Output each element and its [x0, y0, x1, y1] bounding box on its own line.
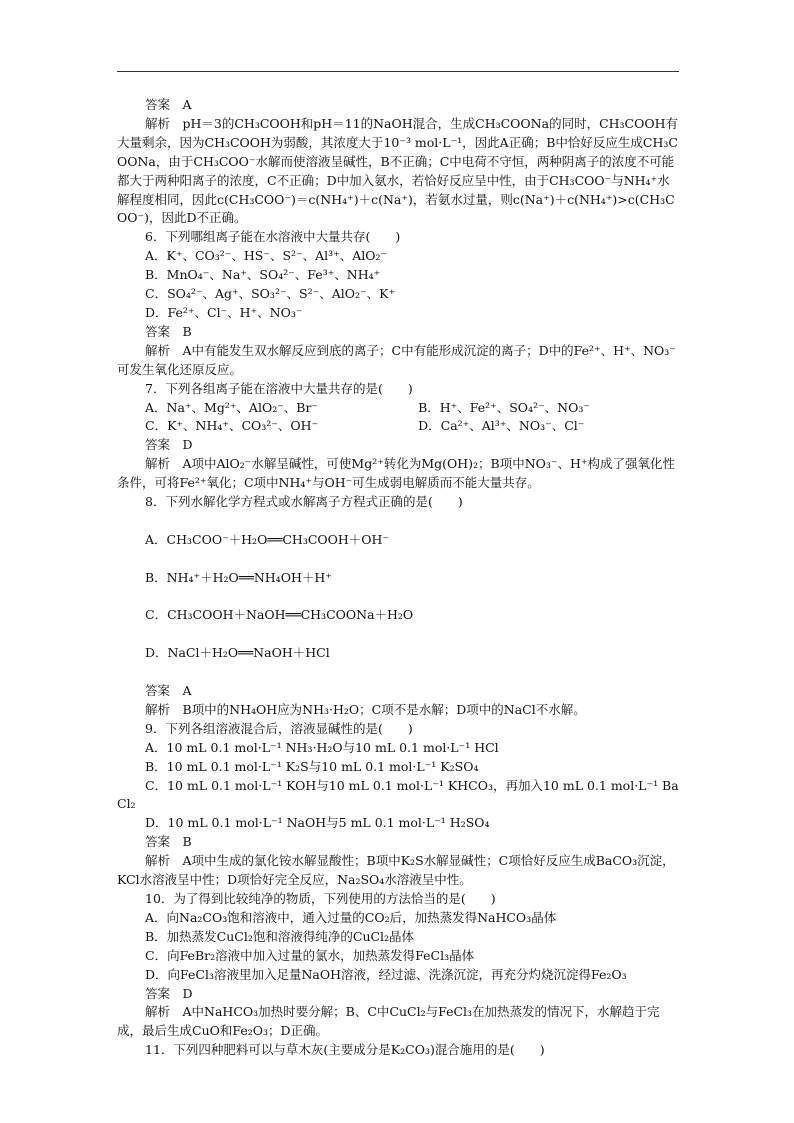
blank-line [117, 550, 679, 569]
text-line: 解析 A中有能发生双水解反应到底的离子；C中有能形成沉淀的离子；D中的Fe²⁺、H⁺、NO₃⁻可发生氧化还原反应。 [117, 342, 676, 377]
text-line: 答案 A [145, 97, 192, 112]
text-line: 解析 pH＝3的CH₃COOH和pH＝11的NaOH混合，生成CH₃COONa的同时，CH₃COOH有大量剩余，因为CH₃COOH为弱酸，其浓度大于10⁻³ mol·L⁻¹，因此A正确；B中恰好反应生成CH₃COONa，由于CH₃COO⁻水解而使溶液呈碱性，B不正确；C中电荷不守恒，两种阴离子的浓度不可能都大于两种阳离子的浓度，C不正确；D中加入氨水，若恰好反应呈中性，由于CH₃COO⁻与NH₄⁺水解程度相同，因此c(CH₃COO⁻)＝c(NH₄⁺)＋c(Na⁺)，若氨水过量，则c(Na⁺)＋c(NH₄⁺)>c(CH₃COO⁻)，因此D不正确。 [117, 115, 679, 226]
text-line: B．加热蒸发CuCl₂饱和溶液得纯净的CuCl₂晶体 [145, 928, 415, 944]
text-line: A．10 mL 0.1 mol·L⁻¹ NH₃·H₂O与10 mL 0.1 mol·L⁻¹ HCl [145, 739, 499, 755]
text-line: 答案 A [145, 683, 192, 699]
text-line: 答案 B [145, 834, 192, 850]
text-line: A．Na⁺、Mg²⁺、AlO₂⁻、Br⁻ B．H⁺、Fe²⁺、SO₄²⁻、NO₃⁻ [145, 399, 590, 415]
text-line: 解析 B项中的NH₄OH应为NH₃·H₂O；C项不是水解；D项中的NaCl不水解。 [145, 701, 586, 717]
blank-line [117, 588, 679, 607]
text-line: C．10 mL 0.1 mol·L⁻¹ KOH与10 mL 0.1 mol·L⁻¹ KHCO₃，再加入10 mL 0.1 mol·L⁻¹ BaCl₂ [117, 777, 679, 812]
text-line: D．NaCl＋H₂O══NaOH＋HCl [145, 645, 330, 661]
text-line: C．CH₃COOH＋NaOH══CH₃COONa＋H₂O [145, 607, 414, 623]
text-line: 9．下列各组溶液混合后，溶液显碱性的是( ) [145, 720, 413, 736]
blank-line [117, 625, 679, 644]
text-line: D．向FeCl₃溶液里加入足量NaOH溶液，经过滤、洗涤沉淀，再充分灼烧沉淀得Fe₂O₃ [145, 966, 627, 982]
document-body [117, 96, 679, 1060]
text-line: 答案 B [145, 323, 192, 339]
blank-line [117, 663, 679, 682]
text-line: C．K⁺、NH₄⁺、CO₃²⁻、OH⁻ D．Ca²⁺、Al³⁺、NO₃⁻、Cl⁻ [145, 418, 585, 434]
blank-line [117, 512, 679, 531]
text-line: C．向FeBr₂溶液中加入过量的氯水，加热蒸发得FeCl₃晶体 [145, 947, 475, 963]
text-line: B．10 mL 0.1 mol·L⁻¹ K₂S与10 mL 0.1 mol·L⁻¹ K₂SO₄ [145, 758, 479, 774]
text-line: 8．下列水解化学方程式或水解离子方程式正确的是( ) [145, 494, 463, 510]
header-rule [117, 71, 679, 72]
text-line: 解析 A项中生成的氯化铵水解显酸性；B项中K₂S水解显碱性；C项恰好反应生成BaCO₃沉淀，KCl水溶液呈中性；D项恰好完全反应，Na₂SO₄水溶液呈中性。 [117, 853, 675, 888]
text-line: B．NH₄⁺＋H₂O══NH₄OH＋H⁺ [145, 569, 332, 585]
text-line: 6．下列哪组离子能在水溶液中大量共存( ) [145, 229, 401, 245]
text-line: 10．为了得到比较纯净的物质，下列使用的方法恰当的是( ) [145, 890, 496, 906]
text-line: 解析 A中NaHCO₃加热时要分解；B、C中CuCl₂与FeCl₃在加热蒸发的情况下，水解趋于完成，最后生成CuO和Fe₂O₃；D正确。 [117, 1004, 660, 1039]
text-line: A．CH₃COO⁻＋H₂O══CH₃COOH＋OH⁻ [145, 531, 390, 547]
text-line: 解析 A项中AlO₂⁻水解呈碱性，可使Mg²⁺转化为Mg(OH)₂；B项中NO₃⁻、H⁺构成了强氧化性条件，可将Fe²⁺氧化；C项中NH₄⁺与OH⁻可生成弱电解质而不能大量共存。 [117, 456, 676, 491]
text-line: A．K⁺、CO₃²⁻、HS⁻、S²⁻、Al³⁺、AlO₂⁻ [145, 248, 388, 264]
text-line: B．MnO₄⁻、Na⁺、SO₄²⁻、Fe³⁺、NH₄⁺ [145, 267, 381, 283]
text-line: C．SO₄²⁻、Ag⁺、SO₃²⁻、S²⁻、AlO₂⁻、K⁺ [145, 286, 396, 302]
text-line: D．10 mL 0.1 mol·L⁻¹ NaOH与5 mL 0.1 mol·L⁻¹ H₂SO₄ [145, 815, 490, 831]
text-line: D．Fe²⁺、Cl⁻、H⁺、NO₃⁻ [145, 304, 303, 320]
text-line: 答案 D [145, 985, 193, 1001]
text-line: 7．下列各组离子能在溶液中大量共存的是( ) [145, 380, 413, 396]
text-line: 11．下列四种肥料可以与草木灰(主要成分是K₂CO₃)混合施用的是( ) [145, 1042, 545, 1058]
text-line: 答案 D [145, 437, 193, 453]
text-line: A．向Na₂CO₃饱和溶液中，通入过量的CO₂后，加热蒸发得NaHCO₃晶体 [145, 909, 557, 925]
